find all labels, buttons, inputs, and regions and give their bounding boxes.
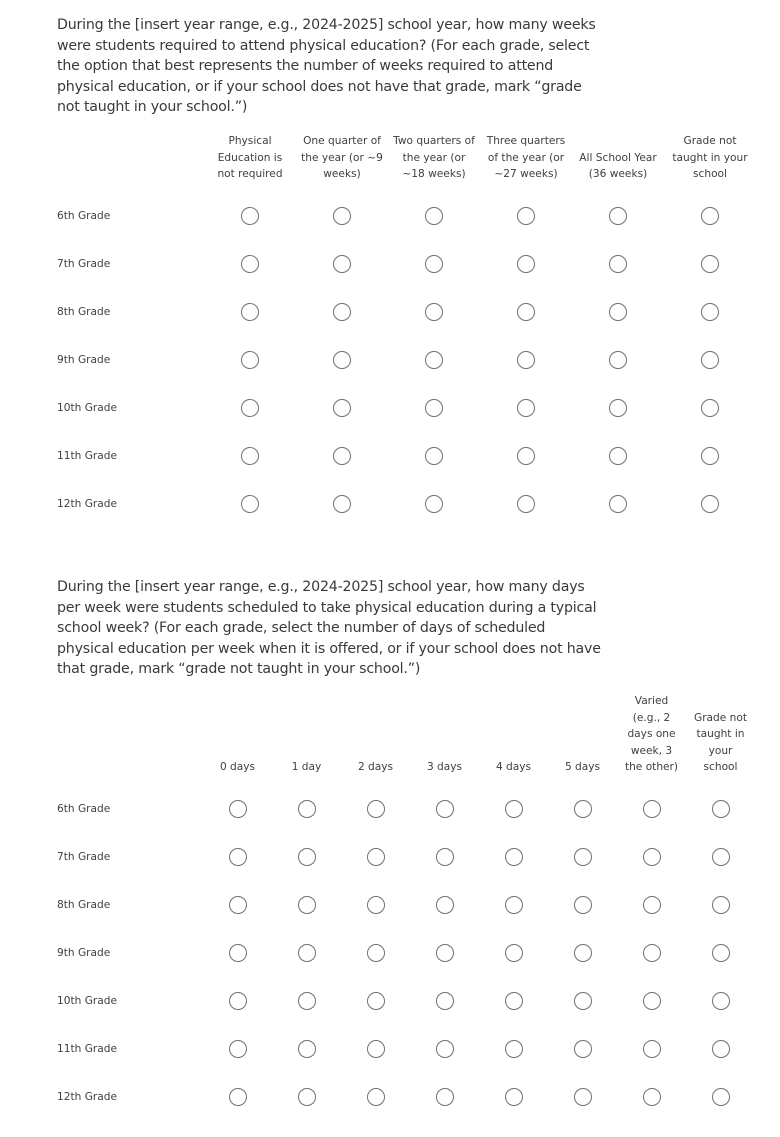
radio-11th-grade-option-2[interactable] <box>333 447 351 465</box>
radio-8th-grade-option-1[interactable] <box>229 896 247 914</box>
radio-cell <box>296 480 388 528</box>
radio-10th-grade-option-6[interactable] <box>574 992 592 1010</box>
radio-cell <box>296 336 388 384</box>
column-header-1-day: 1 day <box>291 761 322 773</box>
row-label-12th-grade: 12th Grade <box>57 1090 118 1103</box>
radio-11th-grade-option-2[interactable] <box>298 1040 316 1058</box>
radio-7th-grade-option-3[interactable] <box>425 255 443 273</box>
radio-cell <box>388 384 480 432</box>
radio-cell <box>479 1025 548 1073</box>
table-row <box>57 192 756 240</box>
table-row <box>57 977 755 1025</box>
radio-6th-grade-option-1[interactable] <box>241 207 259 225</box>
row-label-9th-grade: 9th Grade <box>57 946 111 959</box>
radio-6th-grade-option-8[interactable] <box>712 800 730 818</box>
radio-12th-grade-option-1[interactable] <box>229 1088 247 1106</box>
radio-11th-grade-option-7[interactable] <box>643 1040 661 1058</box>
row-label-11th-grade: 11th Grade <box>57 1042 118 1055</box>
radio-6th-grade-option-4[interactable] <box>436 800 454 818</box>
radio-cell <box>664 480 756 528</box>
column-header-0-days: 0 days <box>219 761 256 773</box>
radio-10th-grade-option-6[interactable] <box>701 399 719 417</box>
radio-cell <box>341 833 410 881</box>
header-row <box>57 693 755 785</box>
radio-6th-grade-option-6[interactable] <box>701 207 719 225</box>
column-header-grade-not-taught-in-your-schoo: Grade not taught in your school <box>672 135 748 180</box>
radio-10th-grade-option-2[interactable] <box>298 992 316 1010</box>
table-row <box>57 1073 755 1121</box>
radio-cell <box>617 881 686 929</box>
radio-cell <box>686 785 755 833</box>
radio-cell <box>296 240 388 288</box>
radio-cell <box>548 929 617 977</box>
radio-cell <box>341 1025 410 1073</box>
radio-cell <box>572 336 664 384</box>
column-header-5-days: 5 days <box>564 761 601 773</box>
table-row <box>57 785 755 833</box>
radio-cell <box>410 1025 479 1073</box>
table-row <box>57 480 756 528</box>
radio-6th-grade-option-3[interactable] <box>367 800 385 818</box>
radio-cell <box>686 1073 755 1121</box>
radio-cell <box>203 929 272 977</box>
radio-7th-grade-option-2[interactable] <box>333 255 351 273</box>
radio-cell <box>410 881 479 929</box>
table-row <box>57 288 756 336</box>
radio-cell <box>617 977 686 1025</box>
radio-6th-grade-option-2[interactable] <box>333 207 351 225</box>
radio-8th-grade-option-8[interactable] <box>712 896 730 914</box>
radio-cell <box>572 192 664 240</box>
radio-9th-grade-option-4[interactable] <box>517 351 535 369</box>
radio-11th-grade-option-6[interactable] <box>574 1040 592 1058</box>
radio-8th-grade-option-1[interactable] <box>241 303 259 321</box>
radio-cell <box>572 384 664 432</box>
row-label-10th-grade: 10th Grade <box>57 994 118 1007</box>
radio-12th-grade-option-6[interactable] <box>574 1088 592 1106</box>
radio-cell <box>548 833 617 881</box>
radio-12th-grade-option-5[interactable] <box>609 495 627 513</box>
row-label-7th-grade: 7th Grade <box>57 257 111 270</box>
radio-8th-grade-option-4[interactable] <box>517 303 535 321</box>
radio-6th-grade-option-3[interactable] <box>425 207 443 225</box>
radio-cell <box>664 432 756 480</box>
radio-12th-grade-option-3[interactable] <box>367 1088 385 1106</box>
radio-cell <box>617 1025 686 1073</box>
radio-cell <box>664 288 756 336</box>
radio-cell <box>572 480 664 528</box>
radio-12th-grade-option-5[interactable] <box>505 1088 523 1106</box>
radio-cell <box>204 480 296 528</box>
radio-cell <box>664 192 756 240</box>
radio-8th-grade-option-6[interactable] <box>574 896 592 914</box>
radio-cell <box>341 929 410 977</box>
radio-cell <box>572 432 664 480</box>
radio-8th-grade-option-2[interactable] <box>333 303 351 321</box>
empty-header <box>57 693 203 785</box>
radio-9th-grade-option-4[interactable] <box>436 944 454 962</box>
radio-7th-grade-option-1[interactable] <box>229 848 247 866</box>
question-2-text: During the [insert year range, e.g., 2024-2025] school year, how many days per week were students scheduled to take physical education during a typical school week? (For each grade, select the number of days of scheduled physical education per week when it is offered, or if your school does not have that grade, mark “grade not taught in your school.”) <box>57 579 601 677</box>
radio-9th-grade-option-6[interactable] <box>701 351 719 369</box>
radio-cell <box>664 240 756 288</box>
table-row <box>57 881 755 929</box>
radio-cell <box>272 977 341 1025</box>
radio-cell <box>203 1025 272 1073</box>
radio-6th-grade-option-4[interactable] <box>517 207 535 225</box>
radio-cell <box>203 881 272 929</box>
radio-cell <box>203 785 272 833</box>
radio-cell <box>203 1073 272 1121</box>
radio-cell <box>686 977 755 1025</box>
radio-cell <box>388 336 480 384</box>
radio-6th-grade-option-5[interactable] <box>505 800 523 818</box>
radio-cell <box>480 192 572 240</box>
row-label-8th-grade: 8th Grade <box>57 898 111 911</box>
radio-cell <box>341 785 410 833</box>
radio-10th-grade-option-3[interactable] <box>425 399 443 417</box>
radio-cell <box>296 288 388 336</box>
radio-8th-grade-option-7[interactable] <box>643 896 661 914</box>
radio-cell <box>480 432 572 480</box>
table-row <box>57 384 756 432</box>
radio-cell <box>479 881 548 929</box>
row-label-10th-grade: 10th Grade <box>57 401 118 414</box>
radio-7th-grade-option-7[interactable] <box>643 848 661 866</box>
radio-12th-grade-option-4[interactable] <box>517 495 535 513</box>
row-label-12th-grade: 12th Grade <box>57 497 118 510</box>
radio-7th-grade-option-4[interactable] <box>436 848 454 866</box>
radio-cell <box>686 881 755 929</box>
radio-11th-grade-option-1[interactable] <box>241 447 259 465</box>
column-header-varied-e-g-2-days-one-week-3-t: Varied (e.g., 2 days one week, 3 the other) <box>624 695 679 773</box>
radio-8th-grade-option-3[interactable] <box>425 303 443 321</box>
radio-11th-grade-option-5[interactable] <box>609 447 627 465</box>
radio-8th-grade-option-3[interactable] <box>367 896 385 914</box>
radio-cell <box>664 384 756 432</box>
table-row <box>57 1025 755 1073</box>
radio-10th-grade-option-5[interactable] <box>505 992 523 1010</box>
radio-cell <box>410 833 479 881</box>
radio-7th-grade-option-8[interactable] <box>712 848 730 866</box>
radio-cell <box>617 929 686 977</box>
radio-12th-grade-option-2[interactable] <box>333 495 351 513</box>
radio-10th-grade-option-2[interactable] <box>333 399 351 417</box>
radio-11th-grade-option-5[interactable] <box>505 1040 523 1058</box>
radio-cell <box>479 1073 548 1121</box>
radio-11th-grade-option-3[interactable] <box>425 447 443 465</box>
column-header-physical-education-is-not-requ: Physical Education is not required <box>217 135 283 180</box>
radio-10th-grade-option-4[interactable] <box>436 992 454 1010</box>
radio-cell <box>548 1025 617 1073</box>
radio-cell <box>204 432 296 480</box>
radio-8th-grade-option-2[interactable] <box>298 896 316 914</box>
radio-10th-grade-option-5[interactable] <box>609 399 627 417</box>
column-header-grade-not-taught-in-your-schoo: Grade not taught in your school <box>693 711 747 773</box>
radio-10th-grade-option-3[interactable] <box>367 992 385 1010</box>
radio-cell <box>204 192 296 240</box>
radio-7th-grade-option-6[interactable] <box>701 255 719 273</box>
radio-cell <box>388 192 480 240</box>
radio-cell <box>204 240 296 288</box>
radio-6th-grade-option-2[interactable] <box>298 800 316 818</box>
radio-12th-grade-option-3[interactable] <box>425 495 443 513</box>
radio-cell <box>341 881 410 929</box>
radio-9th-grade-option-5[interactable] <box>505 944 523 962</box>
radio-9th-grade-option-6[interactable] <box>574 944 592 962</box>
radio-11th-grade-option-1[interactable] <box>229 1040 247 1058</box>
radio-cell <box>388 432 480 480</box>
radio-cell <box>272 1025 341 1073</box>
row-label-8th-grade: 8th Grade <box>57 305 111 318</box>
radio-11th-grade-option-6[interactable] <box>701 447 719 465</box>
radio-cell <box>480 240 572 288</box>
radio-12th-grade-option-6[interactable] <box>701 495 719 513</box>
radio-8th-grade-option-5[interactable] <box>505 896 523 914</box>
radio-cell <box>480 384 572 432</box>
radio-cell <box>410 929 479 977</box>
radio-cell <box>272 881 341 929</box>
radio-cell <box>203 833 272 881</box>
radio-7th-grade-option-5[interactable] <box>505 848 523 866</box>
radio-12th-grade-option-1[interactable] <box>241 495 259 513</box>
radio-cell <box>479 833 548 881</box>
radio-cell <box>341 1073 410 1121</box>
question-2-matrix <box>57 693 755 1121</box>
radio-10th-grade-option-8[interactable] <box>712 992 730 1010</box>
radio-cell <box>572 288 664 336</box>
radio-9th-grade-option-7[interactable] <box>643 944 661 962</box>
row-label-9th-grade: 9th Grade <box>57 353 111 366</box>
column-header-two-quarters-of-the-year-or-18: Two quarters of the year (or ~18 weeks) <box>393 135 475 180</box>
radio-9th-grade-option-2[interactable] <box>298 944 316 962</box>
radio-6th-grade-option-7[interactable] <box>643 800 661 818</box>
radio-cell <box>203 977 272 1025</box>
radio-12th-grade-option-2[interactable] <box>298 1088 316 1106</box>
radio-11th-grade-option-4[interactable] <box>436 1040 454 1058</box>
radio-9th-grade-option-5[interactable] <box>609 351 627 369</box>
radio-cell <box>272 1073 341 1121</box>
radio-cell <box>388 480 480 528</box>
radio-6th-grade-option-5[interactable] <box>609 207 627 225</box>
table-row <box>57 432 756 480</box>
radio-11th-grade-option-3[interactable] <box>367 1040 385 1058</box>
radio-cell <box>548 881 617 929</box>
radio-cell <box>686 1025 755 1073</box>
radio-12th-grade-option-8[interactable] <box>712 1088 730 1106</box>
radio-cell <box>204 288 296 336</box>
table-row <box>57 240 756 288</box>
radio-10th-grade-option-4[interactable] <box>517 399 535 417</box>
radio-cell <box>410 1073 479 1121</box>
radio-cell <box>617 833 686 881</box>
radio-cell <box>480 480 572 528</box>
radio-9th-grade-option-3[interactable] <box>367 944 385 962</box>
radio-7th-grade-option-5[interactable] <box>609 255 627 273</box>
radio-8th-grade-option-4[interactable] <box>436 896 454 914</box>
radio-9th-grade-option-1[interactable] <box>229 944 247 962</box>
radio-cell <box>388 288 480 336</box>
radio-cell <box>664 336 756 384</box>
radio-cell <box>388 240 480 288</box>
question-1-text: During the [insert year range, e.g., 2024-2025] school year, how many weeks were students required to attend physical education? (For each grade, select the option that best represents the number of weeks required to attend physical education, or if your school does not have that grade, mark “grade not taught in your school.”) <box>57 17 596 115</box>
radio-9th-grade-option-2[interactable] <box>333 351 351 369</box>
radio-cell <box>479 929 548 977</box>
radio-cell <box>617 1073 686 1121</box>
radio-12th-grade-option-7[interactable] <box>643 1088 661 1106</box>
radio-7th-grade-option-1[interactable] <box>241 255 259 273</box>
column-header-3-days: 3 days <box>426 761 463 773</box>
radio-9th-grade-option-3[interactable] <box>425 351 443 369</box>
radio-cell <box>548 1073 617 1121</box>
radio-cell <box>479 785 548 833</box>
radio-cell <box>204 336 296 384</box>
radio-8th-grade-option-5[interactable] <box>609 303 627 321</box>
radio-cell <box>341 977 410 1025</box>
radio-cell <box>548 785 617 833</box>
radio-6th-grade-option-1[interactable] <box>229 800 247 818</box>
row-label-6th-grade: 6th Grade <box>57 209 111 222</box>
column-header-4-days: 4 days <box>495 761 532 773</box>
column-header-three-quarters-of-the-year-or-: Three quarters of the year (or ~27 weeks) <box>486 135 566 180</box>
table-row <box>57 833 755 881</box>
radio-9th-grade-option-1[interactable] <box>241 351 259 369</box>
radio-cell <box>572 240 664 288</box>
radio-7th-grade-option-4[interactable] <box>517 255 535 273</box>
radio-cell <box>204 384 296 432</box>
empty-header <box>57 133 204 192</box>
column-header-2-days: 2 days <box>357 761 394 773</box>
radio-cell <box>480 336 572 384</box>
radio-cell <box>296 432 388 480</box>
radio-cell <box>480 288 572 336</box>
radio-7th-grade-option-2[interactable] <box>298 848 316 866</box>
radio-8th-grade-option-6[interactable] <box>701 303 719 321</box>
radio-cell <box>617 785 686 833</box>
row-label-7th-grade: 7th Grade <box>57 850 111 863</box>
radio-cell <box>296 384 388 432</box>
radio-cell <box>272 833 341 881</box>
radio-10th-grade-option-1[interactable] <box>241 399 259 417</box>
radio-11th-grade-option-4[interactable] <box>517 447 535 465</box>
radio-cell <box>272 785 341 833</box>
radio-cell <box>479 977 548 1025</box>
radio-7th-grade-option-6[interactable] <box>574 848 592 866</box>
column-header-one-quarter-of-the-year-or-9-w: One quarter of the year (or ~9 weeks) <box>301 135 383 180</box>
radio-11th-grade-option-8[interactable] <box>712 1040 730 1058</box>
radio-cell <box>410 785 479 833</box>
radio-cell <box>548 977 617 1025</box>
radio-cell <box>410 977 479 1025</box>
header-row <box>57 133 756 192</box>
radio-cell <box>686 833 755 881</box>
radio-cell <box>296 192 388 240</box>
row-label-11th-grade: 11th Grade <box>57 449 118 462</box>
radio-10th-grade-option-1[interactable] <box>229 992 247 1010</box>
table-row <box>57 929 755 977</box>
table-row <box>57 336 756 384</box>
radio-7th-grade-option-3[interactable] <box>367 848 385 866</box>
radio-cell <box>272 929 341 977</box>
radio-cell <box>686 929 755 977</box>
column-header-all-school-year-36-weeks: All School Year (36 weeks) <box>579 151 657 180</box>
row-label-6th-grade: 6th Grade <box>57 802 111 815</box>
radio-9th-grade-option-8[interactable] <box>712 944 730 962</box>
radio-6th-grade-option-6[interactable] <box>574 800 592 818</box>
radio-12th-grade-option-4[interactable] <box>436 1088 454 1106</box>
radio-10th-grade-option-7[interactable] <box>643 992 661 1010</box>
question-1-matrix <box>57 133 756 528</box>
